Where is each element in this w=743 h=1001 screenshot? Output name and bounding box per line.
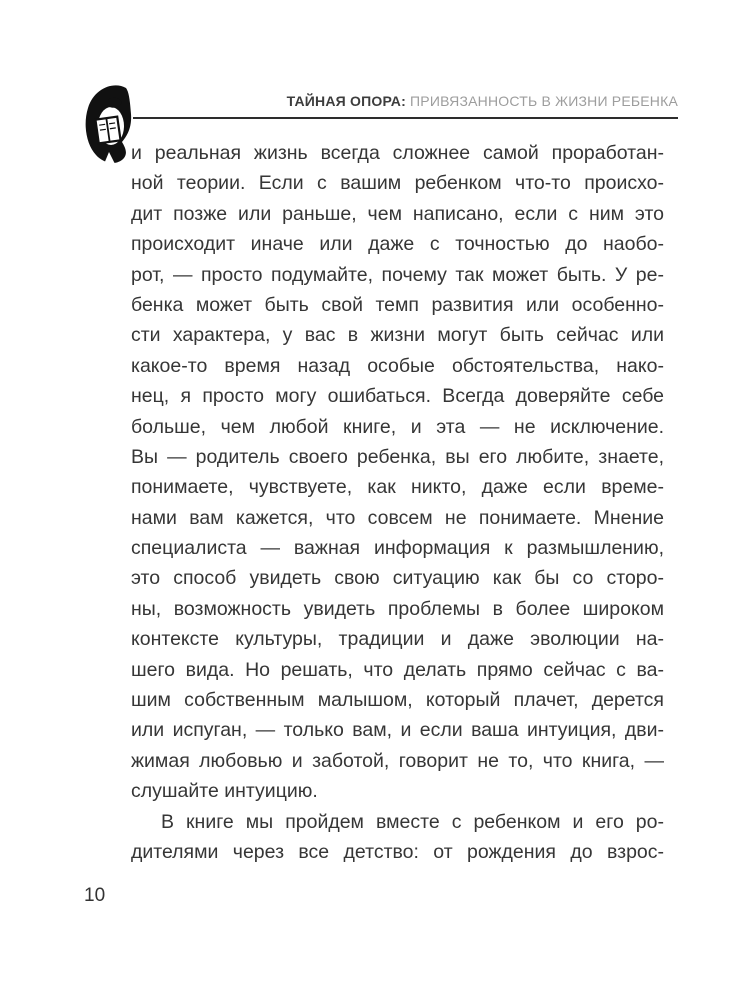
text-line: и реальная жизнь всегда сложнее самой проработан- — [131, 142, 664, 164]
text-line: нами вам кажется, что совсем не понимаете. Мнение — [131, 506, 664, 529]
text-line: сти характера, у вас в жизни могут быть сейчас или — [131, 324, 664, 347]
text-line: какое-то время назад особые обстоятельства, нако- — [131, 354, 664, 377]
text-line: дит позже или раньше, чем написано, если с ним это — [131, 202, 664, 225]
text-line: бенка может быть свой темп развития или особенно- — [131, 293, 664, 316]
book-icon — [95, 117, 120, 144]
text-line-paragraph-end: слушайте интуицию. — [131, 780, 318, 803]
text-line: шего вида. Но решать, что делать прямо сейчас с ва- — [131, 658, 664, 681]
text-line: жимая любовью и заботой, говорит не то, что книга, — — [131, 749, 664, 772]
book-title: ТАЙНАЯ ОПОРА: — [286, 93, 406, 109]
text-line: специалиста — важная информация к размышлению, — [131, 537, 664, 560]
text-line: контексте культуры, традиции и даже эволюции на- — [131, 628, 664, 651]
text-line: это способ увидеть свою ситуацию как бы со сторо- — [131, 567, 664, 590]
header-divider — [133, 117, 678, 119]
page-body — [131, 138, 664, 867]
text-line: понимаете, чувствуете, как никто, даже если време- — [131, 476, 664, 499]
text-line: шим собственным малышом, который плачет, дерется — [131, 689, 664, 712]
running-head — [287, 93, 678, 109]
text-line-paragraph-start: В книге мы пройдем вместе с ребенком и его ро- — [161, 810, 664, 833]
text-line: больше, чем любой книге, и эта — не исключение. — [131, 415, 664, 438]
text-line: или испуган, — только вам, и если ваша интуиция, дви- — [131, 719, 664, 742]
text-line: дителями через все детство: от рождения до взрос- — [131, 840, 664, 863]
text-line: Вы — родитель своего ребенка, вы его любите, знаете, — [131, 445, 664, 468]
page-number: 10 — [84, 885, 106, 906]
text-line: ной теории. Если с вашим ребенком что-то происхо- — [131, 172, 664, 195]
penguin-logo-icon — [82, 84, 136, 164]
text-line: происходит иначе или даже с точностью до наобо- — [131, 233, 664, 256]
text-line: рот, — просто подумайте, почему так может быть. У ре- — [131, 263, 664, 286]
text-line: нец, я просто могу ошибаться. Всегда доверяйте себе — [131, 385, 664, 408]
book-subtitle: ПРИВЯЗАННОСТЬ В ЖИЗНИ РЕБЕНКА — [410, 93, 678, 109]
text-line: ны, возможность увидеть проблемы в более широком — [131, 597, 664, 620]
